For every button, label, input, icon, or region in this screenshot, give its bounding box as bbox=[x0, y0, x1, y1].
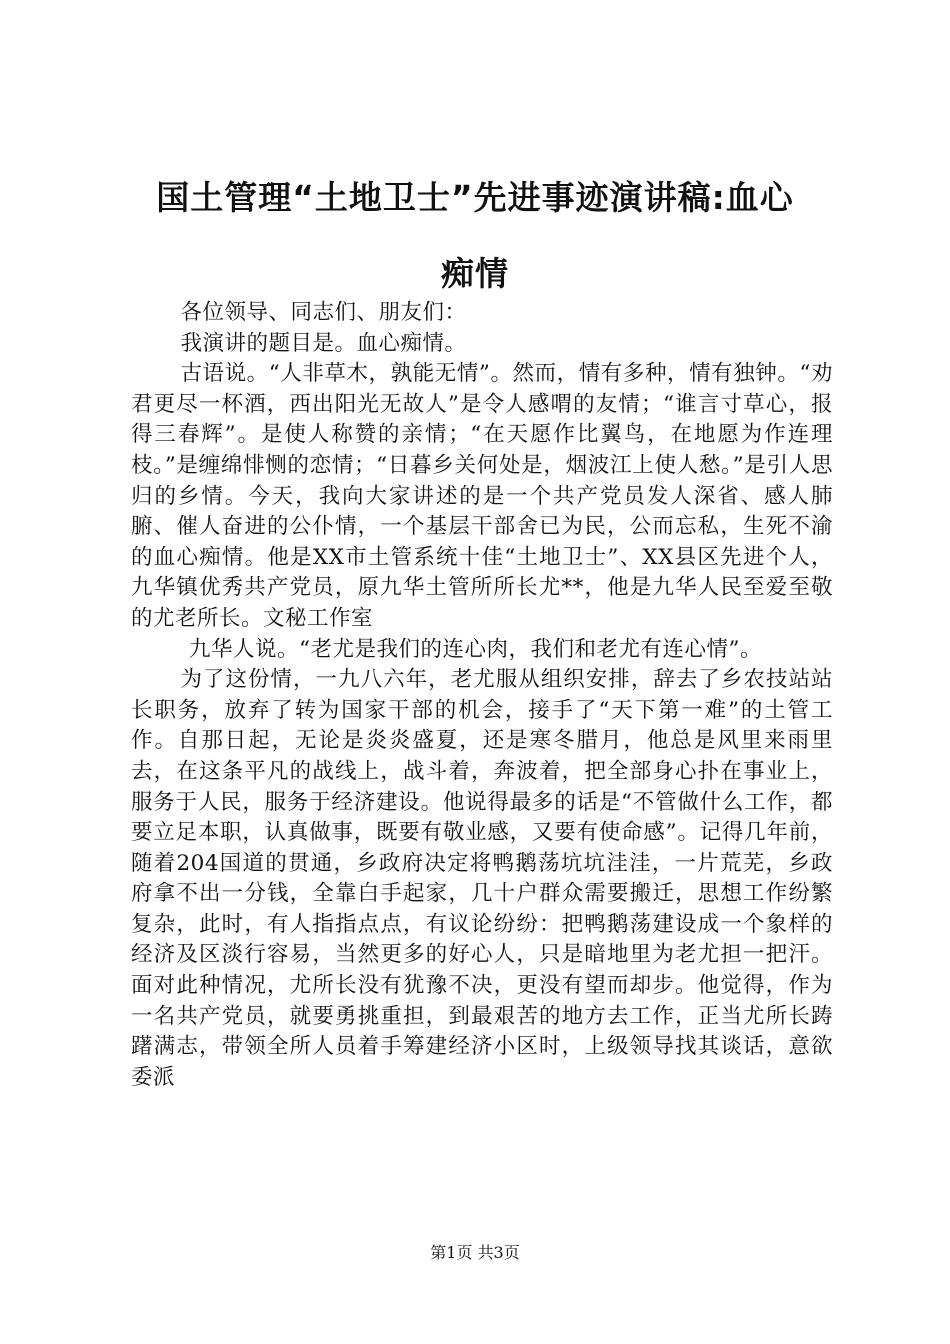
salutation: 各位领导、同志们、朋友们： bbox=[180, 300, 467, 325]
paragraph-intro: 古语说。“人非草木，孰能无情”。然而，情有多种，情有独钟。“劝君更尽一杯酒，西出阳光无故人”是令人感喟的友情；“谁言寸草心，报得三春辉”。是使人称赞的亲情；“在天愿作比翼鸟，在地愿为作连理枝。”是缠绵悱恻的恋情；“日暮乡关何处是，烟波江上使人愁。”是引人思归的乡情。今天，我向大家讲述的是一个共产党员发人深省、感人肺腑、催人奋进的公仆情，一个基层干部舍已为民，公而忘私，生死不渝的血心痴情。他是XX市土管系统十佳“土地卫士”、XX县区先进个人，九华镇优秀共产党员，原九华土管所所长尤**，他是九华人民至爱至敬的尤老所长。文秘工作室 bbox=[131, 361, 833, 631]
title-line-1: 国土管理“土地卫士”先进事迹演讲稿:血心 bbox=[156, 178, 794, 217]
speech-topic: 我演讲的题目是。血心痴情。 bbox=[180, 330, 467, 356]
paragraph-quote: 九华人说。“老尤是我们的连心肉，我们和老尤有连心情”。 bbox=[189, 636, 763, 662]
document-title bbox=[110, 160, 840, 312]
paragraph-story: 为了这份情，一九八六年，老尤服从组织安排，辞去了乡农技站站长职务，放弃了转为国家干部的机会，接手了“天下第一难”的土管工作。自那日起，无论是炎炎盛夏，还是寒冬腊月，他总是风里来雨里去，在这条平凡的战线上，战斗着，奔波着，把全部身心扑在事业上，服务于人民，服务于经济建设。他说得最多的话是“不管做什么工作，都要立足本职，认真做事，既要有敬业感，又要有使命感”。记得几年前，随着204国道的贯通，乡政府决定将鸭鹅荡坑坑洼洼，一片荒芜，乡政府拿不出一分钱，全靠白手起家，几十户群众需要搬迁，思想工作纷繁复杂，此时，有人指指点点，有议论纷纷：把鸭鹅荡建设成一个象样的经济及区淡行容易，当然更多的好心人，只是暗地里为老尤担一把汗。面对此种情况，尤所长没有犹豫不决，更没有望而却步。他觉得，作为一名共产党员，就要勇挑重担，到最艰苦的地方去工作，正当尤所长踌躇满志，带领全所人员着手筹建经济小区时，上级领导找其谈话，意欲委派 bbox=[131, 667, 833, 1090]
title-line-2: 痴情 bbox=[441, 254, 509, 293]
document-body bbox=[131, 298, 833, 1093]
page-footer: 第1页 共3页 bbox=[430, 1243, 520, 1262]
